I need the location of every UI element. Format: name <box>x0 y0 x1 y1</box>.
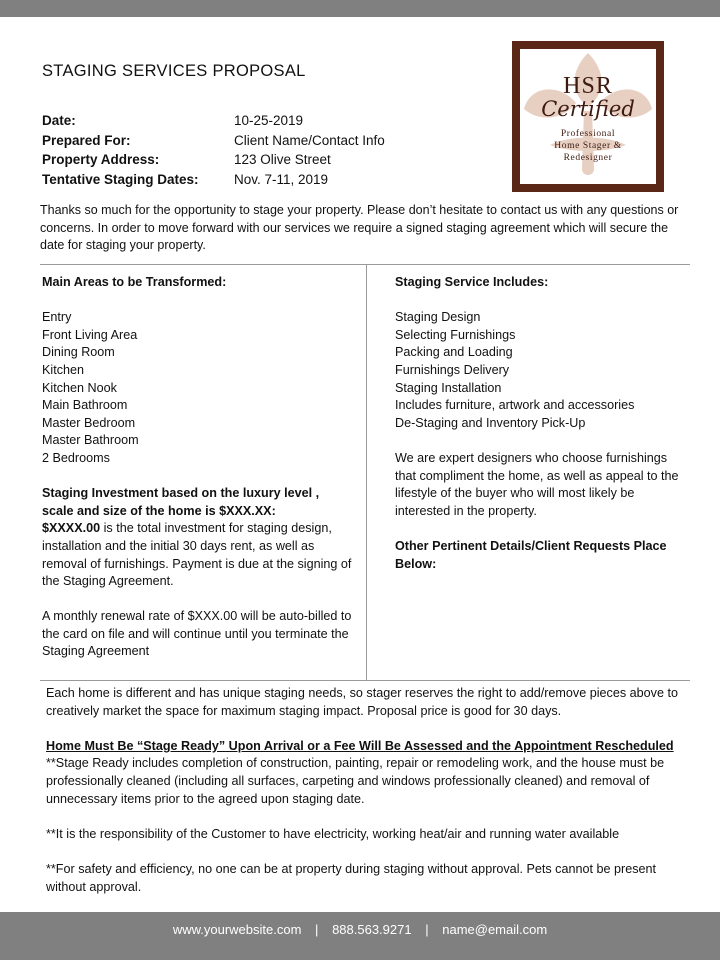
left-column <box>42 274 354 661</box>
stage-ready-text: **Stage Ready includes completion of construction, painting, repair or remodeling work, and the house must be professionally cleaned (including all surfaces, carpeting and windows professionally cleaned) and removal of unnecessary items prior to the agreed upon staging date. <box>46 756 665 806</box>
area-item: Kitchen <box>42 362 85 377</box>
logo-redesigner-text: Redesigner <box>563 153 613 163</box>
logo-home-stager-text: Home Stager & <box>554 141 622 151</box>
logo-certified-text: Certified <box>541 97 635 121</box>
investment-heading: Staging Investment based on the luxury level , scale and size of the home is $XXX.XX: <box>42 486 320 518</box>
unique-needs-text: Each home is different and has unique staging needs, so stager reserves the right to add/remove pieces above to creatively market the space for maximum staging impact. Proposal price is good for 30 days. <box>46 686 678 718</box>
service-includes-heading: Staging Service Includes: <box>395 275 549 289</box>
investment-text: is the total investment for staging design, installation and the initial 30 days rent, as well as removal of furnishings. Payment is due at the signing of the Staging Agreement. <box>42 521 352 589</box>
service-item: De-Staging and Inventory Pick-Up <box>395 415 586 430</box>
staging-dates-row <box>42 170 385 190</box>
date-row <box>42 111 385 131</box>
service-item: Staging Installation <box>395 380 502 395</box>
date-label: Date: <box>42 113 76 128</box>
footer-separator: | <box>425 922 429 937</box>
website-link[interactable]: www.yourwebsite.com <box>172 922 302 937</box>
area-item: Master Bedroom <box>42 415 136 430</box>
prepared-for-row <box>42 131 385 151</box>
service-item: Furnishings Delivery <box>395 362 510 377</box>
service-item: Packing and Loading <box>395 345 513 360</box>
stage-ready-heading: Home Must Be “Stage Ready” Upon Arrival or a Fee Will Be Assessed and the Appointment Rescheduled <box>46 738 674 753</box>
proposal-meta <box>42 111 385 189</box>
area-item: Master Bathroom <box>42 433 139 448</box>
service-item: Selecting Furnishings <box>395 327 516 342</box>
investment-paragraph <box>42 520 354 590</box>
responsibility-text: **It is the responsibility of the Customer to have electricity, working heat/air and running water available <box>46 826 620 841</box>
divider-top <box>40 264 690 265</box>
details-heading: Other Pertinent Details/Client Requests Place Below: <box>395 538 667 571</box>
logo-professional-text: Professional <box>560 129 616 139</box>
service-item: Includes furniture, artwork and accessories <box>395 398 635 413</box>
renewal-text: A monthly renewal rate of $XXX.00 will be auto-billed to the card on file and will continue until you terminate the Staging Agreement <box>42 609 352 659</box>
terms-section <box>46 685 686 896</box>
column-divider <box>366 264 367 680</box>
divider-bottom <box>40 680 690 681</box>
main-areas-heading: Main Areas to be Transformed: <box>42 275 227 289</box>
date-value: 10-25-2019 <box>234 113 304 128</box>
footer-bar <box>0 912 720 960</box>
property-address-row <box>42 150 385 170</box>
investment-amount: $XXXX.00 <box>42 521 101 536</box>
prepared-for-value: Client Name/Contact Info <box>234 132 385 148</box>
area-item: 2 Bedrooms <box>42 450 110 465</box>
area-item: Entry <box>42 310 72 325</box>
right-column <box>395 274 687 573</box>
prepared-for-label: Prepared For: <box>42 132 131 148</box>
property-address-label: Property Address: <box>42 152 160 167</box>
email-link[interactable]: name@email.com <box>442 922 548 937</box>
property-address-value: 123 Olive Street <box>234 152 331 167</box>
hsr-certified-logo <box>512 41 664 192</box>
footer-separator: | <box>315 922 319 937</box>
page-title: STAGING SERVICES PROPOSAL <box>42 62 306 80</box>
designers-text: We are expert designers who choose furnishings that compliment the home, as well as appeal to the lifestyle of the buyer who will most likely be interested in the property. <box>395 450 679 518</box>
safety-text: **For safety and efficiency, no one can be at property during staging without approval. Pets cannot be present without approval. <box>46 861 657 894</box>
phone-number[interactable]: 888.563.9271 <box>332 922 412 937</box>
area-item: Dining Room <box>42 345 115 360</box>
logo-hsr-text: HSR <box>563 73 613 99</box>
intro-paragraph: Thanks so much for the opportunity to stage your property. Please don’t hesitate to contact us with any questions or concerns. In order to move forward with our services we require a signed staging agreement which will secure the date for staging your property. <box>40 203 679 252</box>
service-item: Staging Design <box>395 310 481 325</box>
area-item: Front Living Area <box>42 327 138 342</box>
area-item: Kitchen Nook <box>42 380 117 395</box>
staging-dates-label: Tentative Staging Dates: <box>42 171 199 187</box>
top-bar <box>0 0 720 17</box>
staging-dates-value: Nov. 7-11, 2019 <box>234 171 329 187</box>
area-item: Main Bathroom <box>42 398 128 413</box>
